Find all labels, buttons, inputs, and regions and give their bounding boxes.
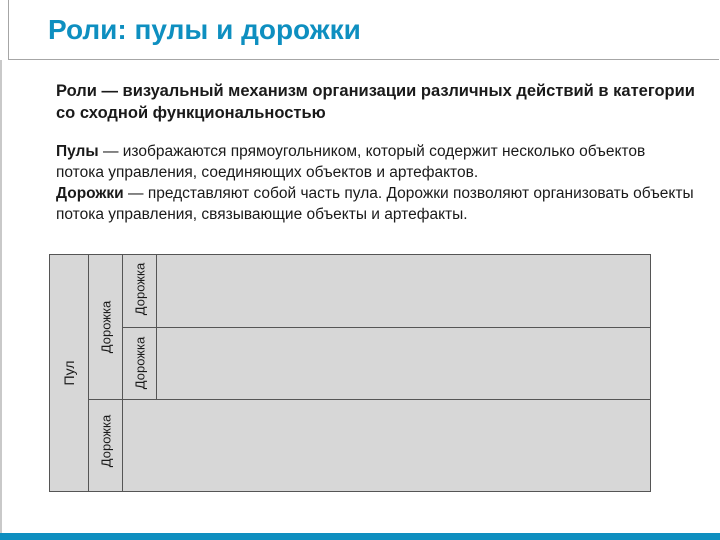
lane-label-upper: Дорожка — [98, 300, 114, 354]
body-paragraph — [56, 141, 696, 225]
lanes-definition: — представляют собой часть пула. Дорожки позволяют организовать объекты потока управления, связывающие объекты и артефакты. — [56, 185, 694, 223]
pools-term: Пулы — [56, 143, 99, 160]
sublane-label-top: Дорожка — [132, 262, 148, 316]
slide-title: Роли: пулы и дорожки — [48, 14, 361, 45]
pools-definition: — изображаются прямоугольником, который содержит несколько объектов потока управления, соединяющих объектов и артефактов. — [56, 143, 646, 181]
lanes-term: Дорожки — [56, 185, 124, 202]
pool-label-divider — [88, 255, 89, 491]
lane-label-lower: Дорожка — [98, 414, 114, 468]
lane-divider — [88, 399, 650, 400]
bottom-accent-bar — [0, 533, 720, 540]
pool-label: Пул — [61, 360, 77, 386]
pool-diagram — [49, 254, 651, 492]
sublane-label-bottom: Дорожка — [132, 336, 148, 390]
lane-label-divider — [122, 255, 123, 491]
lead-statement: Роли — визуальный механизм организации различных действий в категории со сходной функциональностью — [56, 82, 695, 122]
sublane-divider — [122, 327, 650, 328]
left-edge-line — [0, 60, 2, 540]
